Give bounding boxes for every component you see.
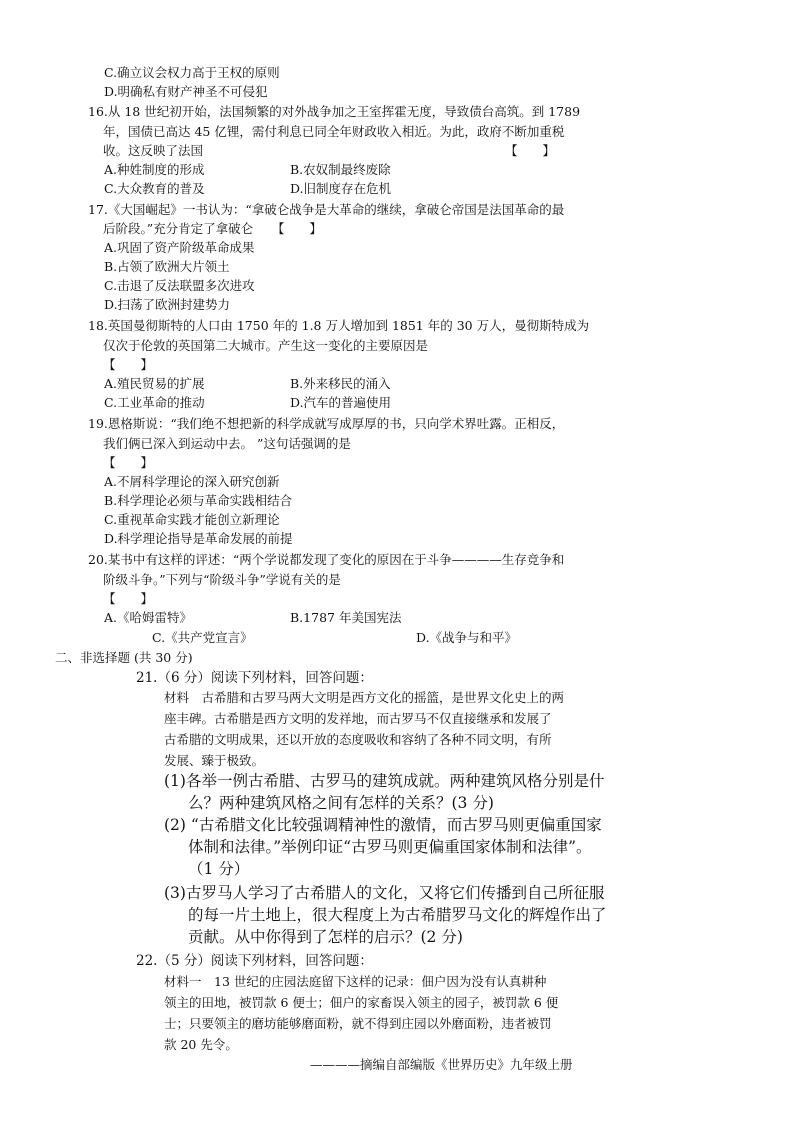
q20-option-a: A.《哈姆雷特》: [104, 610, 193, 625]
q16-stem-line-2: 年，国债已高达 45 亿锂，需付利息已同全年财政收入相近。为此，政府不断加重税: [103, 124, 565, 139]
q16-stem-line-1: 16.从 18 世纪初开始，法国频繁的对外战争加之王室挥霍无度，导致债台高筑。到 1789: [88, 104, 581, 119]
q20-stem-line-1: 20.某书中有这样的评述：“两个学说都发现了变化的原因在于斗争————生存竞争和: [88, 552, 565, 567]
q18-stem-line-1: 18.英国曼彻斯特的人口由 1750 年的 1.8 万人增加到 1851 年的 30 万人，曼彻斯特成为: [88, 318, 590, 333]
q21-sub2-line-3: （1 分）: [188, 860, 250, 878]
q18-option-a: A.殖民贸易的扩展: [104, 376, 205, 391]
q21-sub3-line-3: 贡献。从中你得到了怎样的启示？(2 分): [188, 928, 463, 946]
q21-material-line-2: 座丰碑。古希腊是西方文明的发祥地，而古罗马不仅直接继承和发展了: [164, 711, 552, 726]
q22-material-line-2: 领主的田地，被罚款 6 便士；佃户的家畜误入领主的园子，被罚款 6 便: [164, 995, 559, 1010]
q22-material-line-4: 款 20 先令。: [164, 1037, 238, 1052]
q17-option-d: D.扫荡了欧洲封建势力: [104, 297, 231, 312]
q18-stem-line-2: 仅次于伦敦的英国第二大城市。产生这一变化的主要原因是: [103, 338, 429, 353]
q21-sub1-line-2: 么？两种建筑风格之间有怎样的关系？(3 分): [188, 794, 494, 812]
q20-option-c: C.《共产党宣言》: [152, 630, 253, 645]
section-heading: 二、非选择题 (共 30 分): [55, 650, 193, 665]
q21-sub3-line-1: (3)古罗马人学习了古希腊人的文化，又将它们传播到自己所征服: [164, 884, 605, 902]
q18-option-d: D.汽车的普遍使用: [290, 395, 392, 410]
q19-answer-bracket: 【 】: [103, 455, 154, 470]
q19-stem-line-1: 19.恩格斯说：“我们绝不想把新的科学成就写成厚厚的书，只向学术界吐露。正相反，: [88, 416, 565, 431]
q20-option-b: B.1787 年美国宪法: [290, 610, 402, 625]
q17-option-c: C.击退了反法联盟多次进攻: [104, 278, 255, 293]
q21-sub2-line-2: 体制和法律。”举例印证“古罗马则更偏重国家体制和法律”。: [188, 838, 592, 856]
q16-answer-bracket: 【 】: [505, 143, 556, 158]
q19-option-c: C.重视革命实践才能创立新理论: [104, 512, 280, 527]
q19-option-b: B.科学理论必须与革命实践相结合: [104, 493, 293, 508]
q18-option-c: C.工业革命的推动: [104, 395, 205, 410]
q15-option-d: D.明确私有财产神圣不可侵犯: [104, 84, 268, 99]
q16-stem-line-3: 收。这反映了法国: [103, 143, 204, 158]
q19-stem-line-2: 我们俩已深入到运动中去。 ”这句话强调的是: [103, 436, 351, 451]
q16-option-c: C.大众教育的普及: [104, 181, 205, 196]
q20-stem-line-2: 阶级斗争。”下列与“阶级斗争”学说有关的是: [103, 572, 341, 587]
q17-stem-line-1: 17.《大国崛起》一书认为：“拿破仑战争是大革命的继续，拿破仑帝国是法国革命的最: [88, 202, 565, 217]
q21-material-line-4: 发展、臻于极致。: [164, 753, 265, 768]
q22-material-line-3: 士；只要领主的磨坊能够磨面粉，就不得到庄园以外磨面粉，违者被罚: [164, 1016, 552, 1031]
q21-stem: 21.（6 分）阅读下列材料，回答问题：: [136, 670, 373, 686]
q22-material-line-1: 材料一 13 世纪的庄园法庭留下这样的记录：佃户因为没有认真耕种: [164, 974, 547, 989]
q21-sub3-line-2: 的每一片土地上，很大程度上为古希腊罗马文化的辉煌作出了: [188, 906, 607, 924]
q21-material-line-1: 材料 古希腊和古罗马两大文明是西方文化的摇篮，是世界文化史上的两: [164, 690, 565, 705]
q22-stem: 22.（5 分）阅读下列材料，回答问题：: [136, 953, 373, 969]
q21-material-line-3: 古希腊的文明成果，还以开放的态度吸收和容纳了各种不同文明，有所: [164, 732, 552, 747]
q17-option-a: A.巩固了资产阶级革命成果: [104, 240, 255, 255]
q18-answer-bracket: 【 】: [103, 357, 154, 372]
q18-option-b: B.外来移民的涌入: [290, 376, 391, 391]
q16-option-d: D.旧制度存在危机: [290, 181, 392, 196]
q20-option-d: D.《战争与和平》: [416, 630, 518, 645]
q16-option-a: A.种姓制度的形成: [104, 162, 205, 177]
q17-option-b: B.占领了欧洲大片领土: [104, 259, 230, 274]
q17-stem-line-2: 后阶段。”充分肯定了拿破仑 【 】: [103, 221, 322, 236]
q16-option-b: B.农奴制最终废除: [290, 162, 391, 177]
q19-option-a: A.不屑科学理论的深入研究创新: [104, 474, 280, 489]
q22-source: ————摘编自部编版《世界历史》九年级上册: [310, 1057, 573, 1072]
q15-option-c: C.确立议会权力高于王权的原则: [104, 65, 280, 80]
q20-answer-bracket: 【 】: [103, 591, 154, 606]
q21-sub1-line-1: (1)各举一例古希腊、古罗马的建筑成就。两种建筑风格分别是什: [164, 772, 605, 790]
q21-sub2-line-1: (2) “古希腊文化比较强调精神性的激情，而古罗马则更偏重国家: [164, 816, 602, 834]
q19-option-d: D.科学理论指导是革命发展的前提: [104, 531, 293, 546]
